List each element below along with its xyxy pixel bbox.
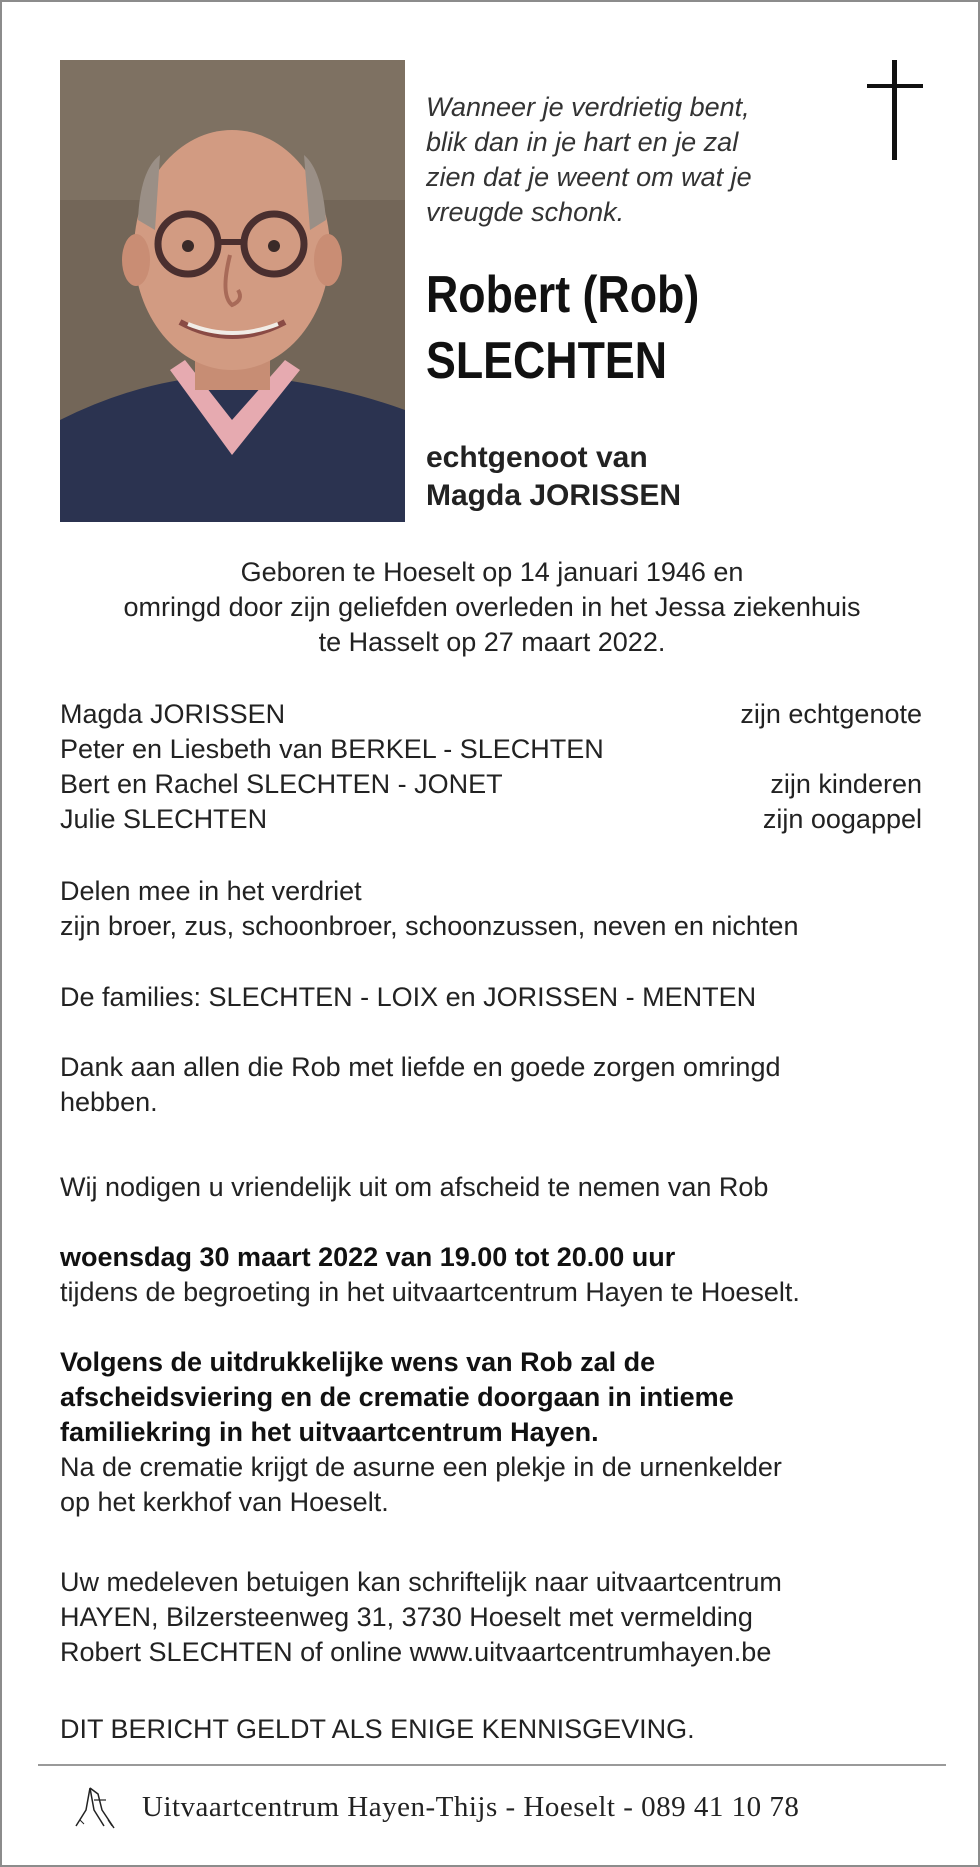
poem-line: zien dat je weent om wat je: [426, 162, 752, 192]
visitation-date: woensdag 30 maart 2022 van 19.00 tot 20.00 uur: [60, 1242, 676, 1272]
family-names: Bert en Rachel SLECHTEN - JONET: [60, 769, 503, 799]
birth-death-text: [60, 555, 924, 660]
thanks-text: [60, 1050, 930, 1120]
sharing-line: Delen mee in het verdriet: [60, 876, 362, 906]
footer-contact: Uitvaartcentrum Hayen-Thijs - Hoeselt - 089 41 10 78: [142, 1791, 800, 1823]
family-role: zijn kinderen: [770, 769, 922, 799]
poem-line: Wanneer je verdrietig bent,: [426, 92, 750, 122]
visitation-text: [60, 1240, 930, 1310]
family-role: zijn oogappel: [762, 804, 922, 834]
relation-label: echtgenoot van: [426, 441, 648, 474]
sharing-line: zijn broer, zus, schoonbroer, schoonzussen, neven en nichten: [60, 911, 799, 941]
visitation-location: tijdens de begroeting in het uitvaartcentrum Hayen te Hoeselt.: [60, 1277, 800, 1307]
family-row: [60, 697, 922, 732]
last-name: SLECHTEN: [426, 332, 668, 390]
wish-line: Na de crematie krijgt de asurne een plekje in de urnenkelder: [60, 1452, 782, 1482]
condolence-line: Uw medeleven betuigen kan schriftelijk naar uitvaartcentrum: [60, 1567, 782, 1597]
ceremony-wish-text: [60, 1345, 930, 1520]
portrait-photo: [60, 60, 405, 522]
wish-line: afscheidsviering en de crematie doorgaan in intieme: [60, 1382, 734, 1412]
family-role: zijn echtgenote: [740, 699, 922, 729]
poem: [426, 90, 846, 230]
intro-line: omringd door zijn geliefden overleden in het Jessa ziekenhuis: [123, 592, 861, 622]
family-list: [60, 697, 922, 837]
first-name: Robert (Rob): [426, 266, 700, 324]
sharing-text: [60, 874, 930, 944]
spouse-name: Magda JORISSEN: [426, 479, 682, 512]
funeral-home-logo-icon: [72, 1780, 124, 1832]
families-line: De families: SLECHTEN - LOIX en JORISSEN - MENTEN: [60, 982, 757, 1012]
family-names: Peter en Liesbeth van BERKEL - SLECHTEN: [60, 734, 604, 764]
family-names: Julie SLECHTEN: [60, 804, 268, 834]
intro-line: Geboren te Hoeselt op 14 januari 1946 en: [240, 557, 744, 587]
cross-icon: [867, 60, 923, 160]
intro-line: te Hasselt op 27 maart 2022.: [318, 627, 666, 657]
poem-line: vreugde schonk.: [426, 197, 625, 227]
invitation-text: Wij nodigen u vriendelijk uit om afscheid te nemen van Rob: [60, 1172, 769, 1202]
deceased-name: [426, 262, 856, 394]
wish-line: Volgens de uitdrukkelijke wens van Rob zal de: [60, 1347, 656, 1377]
family-row: [60, 767, 922, 802]
notice-text: DIT BERICHT GELDT ALS ENIGE KENNISGEVING.: [60, 1714, 695, 1744]
condolence-line: Robert SLECHTEN of online www.uitvaartcentrumhayen.be: [60, 1637, 772, 1667]
family-row: [60, 732, 922, 767]
wish-line: familiekring in het uitvaartcentrum Hayen.: [60, 1417, 599, 1447]
thanks-line: hebben.: [60, 1087, 158, 1117]
spouse-info: [426, 439, 926, 515]
footer-divider: [38, 1764, 946, 1766]
thanks-line: Dank aan allen die Rob met liefde en goede zorgen omringd: [60, 1052, 781, 1082]
wish-line: op het kerkhof van Hoeselt.: [60, 1487, 389, 1517]
poem-line: blik dan in je hart en je zal: [426, 127, 739, 157]
condolence-text: [60, 1565, 930, 1670]
condolence-line: HAYEN, Bilzersteenweg 31, 3730 Hoeselt met vermelding: [60, 1602, 753, 1632]
family-names: Magda JORISSEN: [60, 699, 286, 729]
family-row: [60, 802, 922, 837]
